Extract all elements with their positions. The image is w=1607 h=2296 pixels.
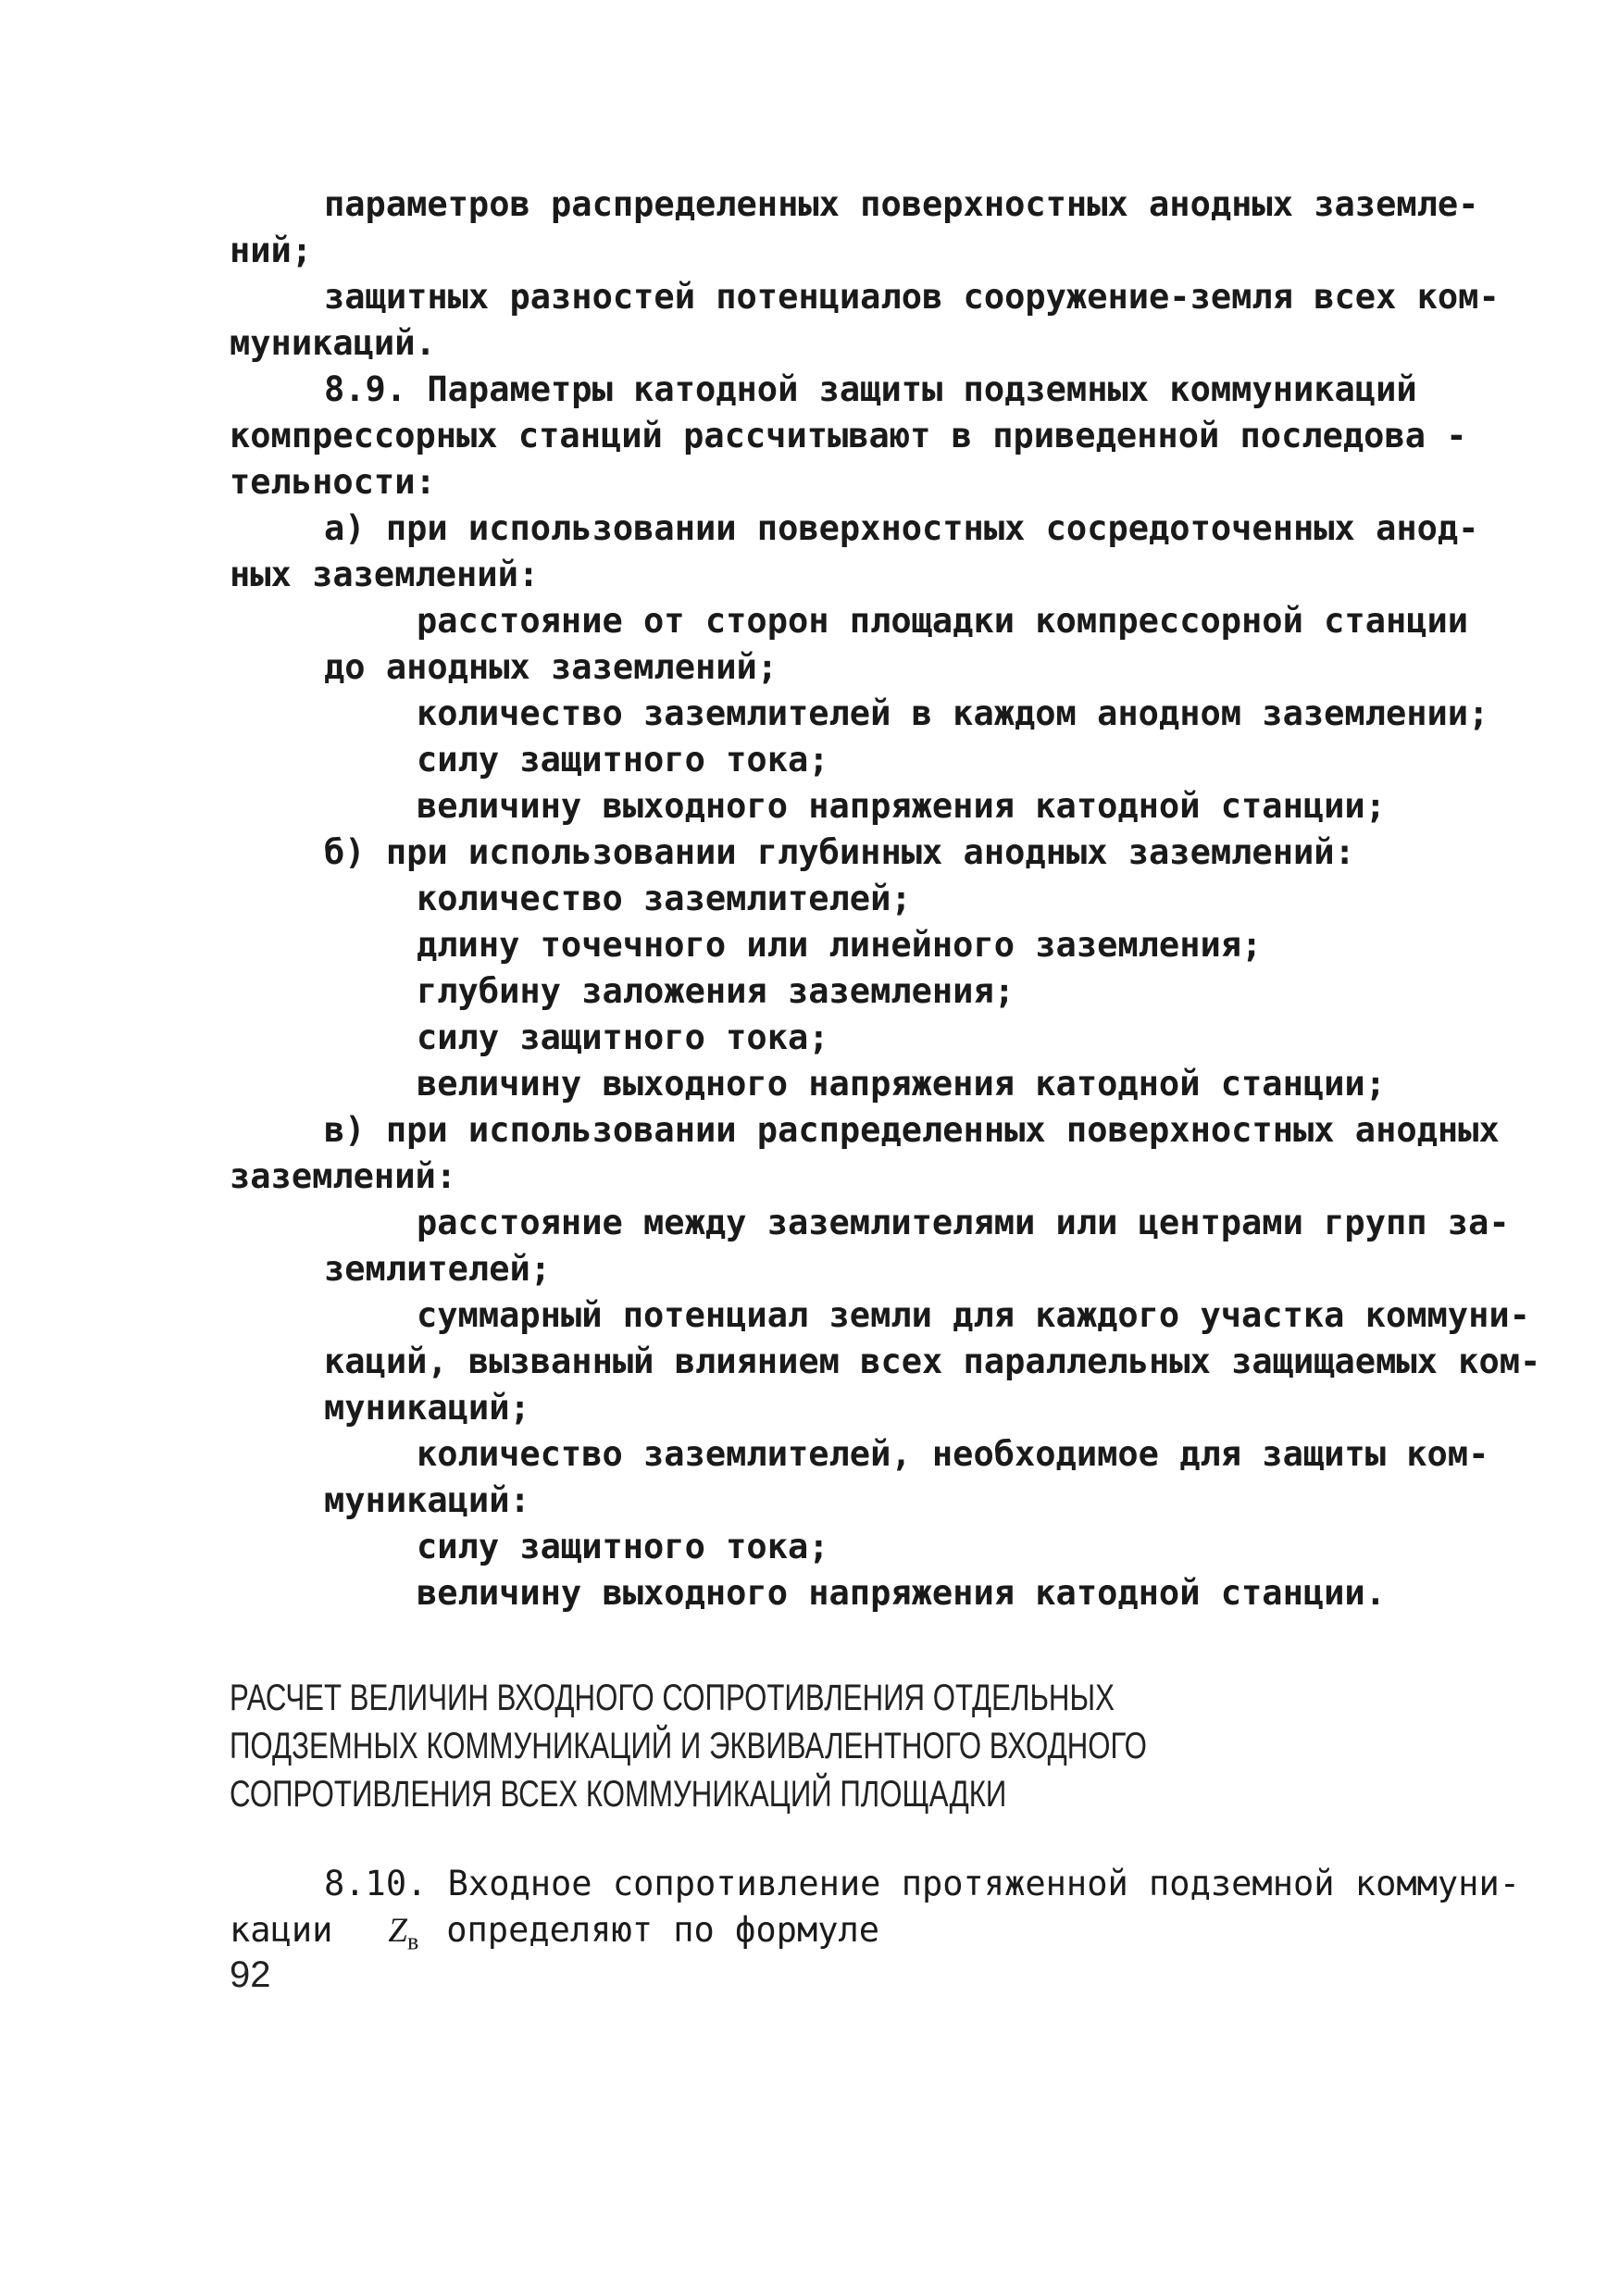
text-line: муникаций.: [230, 323, 436, 363]
text-line: параметров распределенных поверхностных анодных заземле-: [324, 184, 1479, 224]
text-line: тельности:: [230, 462, 436, 502]
text-line: силу защитного тока;: [417, 740, 829, 780]
text-line: ных заземлений:: [230, 555, 540, 594]
text-line: количество заземлителей;: [417, 879, 912, 918]
text-line: муникаций;: [324, 1388, 530, 1428]
formula-lead-text: кации: [230, 1910, 333, 1950]
text-line: количество заземлителей в каждом анодном заземлении;: [417, 693, 1489, 733]
text-line: муникаций:: [324, 1480, 530, 1520]
text-line: заземлений:: [230, 1156, 457, 1196]
text-line: силу защитного тока;: [417, 1017, 829, 1057]
section-8-10-continuation: [230, 1907, 879, 1965]
section-heading-line: ПОДЗЕМНЫХ КОММУНИКАЦИЙ И ЭКВИВАЛЕНТНОГО ВХОДНОГО: [230, 1726, 1147, 1766]
text-line: расстояние между заземлителями или центрами групп за-: [417, 1203, 1510, 1242]
text-line: ний;: [230, 231, 313, 270]
text-line: величину выходного напряжения катодной станции;: [417, 1064, 1386, 1104]
text-line: защитных разностей потенциалов сооружение-земля всех ком-: [324, 277, 1500, 317]
text-line: силу защитного тока;: [417, 1527, 829, 1566]
text-line: величину выходного напряжения катодной станции;: [417, 786, 1386, 826]
text-line: глубину заложения заземления;: [417, 971, 1015, 1011]
list-item-c: в) при использовании распределенных поверхностных анодных: [324, 1110, 1500, 1150]
text-line: расстояние от сторон площадки компрессорной станции: [417, 601, 1469, 641]
page-number: 92: [230, 1954, 271, 1995]
section-heading-line: РАСЧЕТ ВЕЛИЧИН ВХОДНОГО СОПРОТИВЛЕНИЯ ОТДЕЛЬНЫХ: [230, 1678, 1115, 1718]
symbol-letter: Z: [388, 1912, 407, 1950]
section-8-10-text: 8.10. Входное сопротивление протяженной подземной коммуни-: [324, 1864, 1521, 1903]
section-heading-line: СОПРОТИВЛЕНИЯ ВСЕХ КОММУНИКАЦИЙ ПЛОЩАДКИ: [230, 1774, 1007, 1815]
formula-trailing-text: определяют по формуле: [446, 1910, 880, 1950]
text-line: длину точечного или линейного заземления;: [417, 925, 1263, 965]
section-8-9-heading: 8.9. Параметры катодной защиты подземных коммуникаций: [324, 369, 1417, 409]
text-line: количество заземлителей, необходимое для защиты ком-: [417, 1434, 1489, 1474]
text-line: каций, вызванный влиянием всех параллельных защищаемых ком-: [324, 1341, 1541, 1381]
list-item-a: а) при использовании поверхностных сосредоточенных анод-: [324, 508, 1479, 548]
text-line: суммарный потенциал земли для каждого участка коммуни-: [417, 1295, 1530, 1335]
symbol-subscript: в: [406, 1928, 419, 1955]
text-line: величину выходного напряжения катодной станции.: [417, 1573, 1386, 1613]
input-resistance-symbol: [388, 1912, 419, 1955]
text-line: землителей;: [324, 1249, 552, 1289]
text-line: компрессорных станций рассчитывают в приведенной последова -: [230, 416, 1467, 455]
text-line: до анодных заземлений;: [324, 647, 779, 687]
list-item-b: б) при использовании глубинных анодных заземлений:: [324, 832, 1355, 872]
